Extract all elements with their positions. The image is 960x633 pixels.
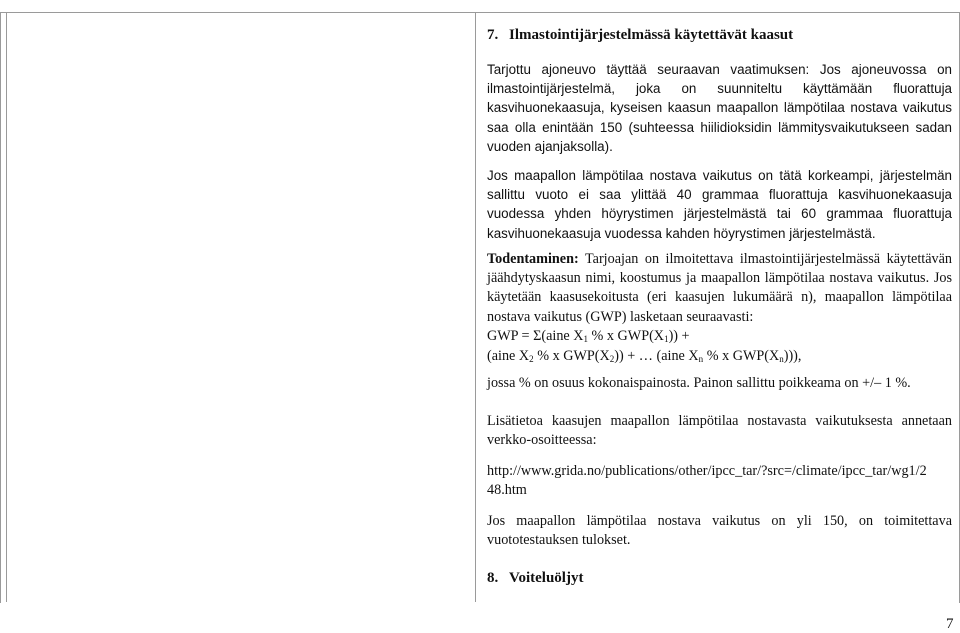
reference-url[interactable] [487, 462, 952, 500]
formula-line-1: GWP = Σ(aine $X_1$ % x $GWP(X_1)$) + [487, 328, 690, 344]
verification-label: Todentaminen: [487, 251, 579, 267]
formula-line-2: (aine $X_2$ % x $GWP(X_2)$) + … (aine $X_n$ % x $GWP(X_n)$)), [487, 348, 802, 364]
reference-url-line-2[interactable]: 48.htm [487, 482, 527, 499]
requirement-paragraph: Tarjottu ajoneuvo täyttää seuraavan vaatimuksen: Jos ajoneuvossa on ilmastointijärjestelmä, joka on suunniteltu käyttämään fluorattuja kasvihuonekaasuja, kyseisen kaasun maapallon lämpötilaa nostava vaikutus saa olla enintään 150 (suhteessa hiilidioksidin lämmitysvaikutukseen sadan vuoden ajanjaksolla). [487, 62, 952, 154]
section-8-number: 8. [487, 570, 499, 586]
gwp-formula [487, 326, 952, 366]
formula-note: jossa % on osuus kokonaispainosta. Painon sallittu poikkeama on +/– 1 %. [487, 375, 911, 391]
left-column-border [6, 12, 7, 602]
leak-test-paragraph: Jos maapallon lämpötilaa nostava vaikutus on yli 150, on toimitettava vuototestauksen tulokset. [487, 513, 952, 549]
section-8-heading [487, 569, 583, 588]
verification-paragraph [487, 250, 952, 327]
page-number: 7 [946, 616, 954, 632]
section-7-title: Ilmastointijärjestelmässä käytettävät kaasut [509, 27, 794, 43]
section-7-number: 7. [487, 27, 499, 43]
verification-text: Tarjoajan on ilmoitettava ilmastointijärjestelmässä käytettävän jäähdytyskaasun nimi, koostumus ja maapallon lämpötilaa nostava vaikutus. Jos käytetään kaasusekoitusta (eri kaasujen lukumäärä n), maapallon lämpötilaa nostava vaikutus (GWP) lasketaan seuraavasti: [487, 251, 952, 325]
reference-url-line-1[interactable]: http://www.grida.no/publications/other/ipcc_tar/?src=/climate/ipcc_tar/wg1/2 [487, 463, 927, 479]
section-7-heading [487, 26, 793, 45]
more-info-paragraph: Lisätietoa kaasujen maapallon lämpötilaa nostavasta vaikutuksesta annetaan verkko-osoitteessa: [487, 413, 952, 449]
column-divider [475, 12, 476, 602]
section-8-title: Voiteluöljyt [509, 570, 584, 586]
leak-limit-paragraph: Jos maapallon lämpötilaa nostava vaikutus on tätä korkeampi, järjestelmän sallittu vuoto ei saa ylittää 40 grammaa fluorattuja kasvihuonekaasuja vuodessa yhden höyrystimen järjestelmästä tai 60 grammaa fluorattuja kasvihuonekaasuja vuodessa kahden höyrystimen järjestelmästä. [487, 168, 952, 241]
